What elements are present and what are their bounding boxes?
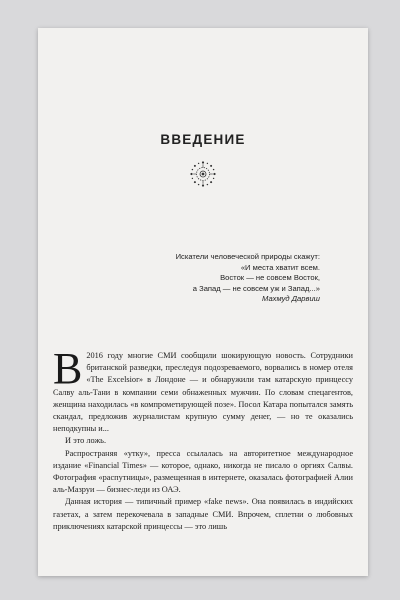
epigraph <box>98 252 320 305</box>
book-page <box>38 28 368 576</box>
drop-cap: В <box>53 344 83 393</box>
epigraph-author: Махмуд Дарвиш <box>262 294 320 304</box>
epigraph-line: Восток — не совсем Восток, <box>220 273 320 283</box>
epigraph-line: «И места хватит всем. <box>240 262 320 272</box>
body-paragraph: Данная история — типичный пример «fake news». Она появилась в индийских газетах, а затем перекочевала в западные СМИ. Впрочем, сплетни о любовных приключениях катарской принцессы — это лишь <box>53 497 353 531</box>
body-paragraph: Распространяя «утку», пресса ссылалась на авторитетное международное издание «Financial Times» — которое, однако, никогда не писало о оргиях Салвы. Фотография «распутницы», размещенная в интернете, оказалась фотографией Алии аль-Мазруи — бизнес-леди из ОАЭ. <box>53 448 353 495</box>
epigraph-line: а Запад — не совсем уж и Запад...» <box>192 283 320 293</box>
mandala-ornament-icon <box>189 160 217 188</box>
paragraph-text: 2016 году многие СМИ сообщили шокирующую новость. Сотрудники британской разведки, преследуя подозреваемого, ворвались в номер отеля «The Excelsior» в Лондоне — и обнаружили там катарскую принцессу Салву аль-Тани в компании семи обнаженных мужчин. По словам спецагентов, женщина находилась «в компрометирующей позе». Посол Катара попытался замять скандал, предложив журналистам крупную сумму денег, — но те оказались неподкупны и... <box>53 351 353 434</box>
body-paragraph <box>53 344 353 435</box>
chapter-title: ВВЕДЕНИЕ <box>160 132 246 147</box>
body-text <box>53 344 353 533</box>
epigraph-line: Искатели человеческой природы скажут: <box>175 252 320 261</box>
body-paragraph: И это ложь. <box>65 436 107 446</box>
